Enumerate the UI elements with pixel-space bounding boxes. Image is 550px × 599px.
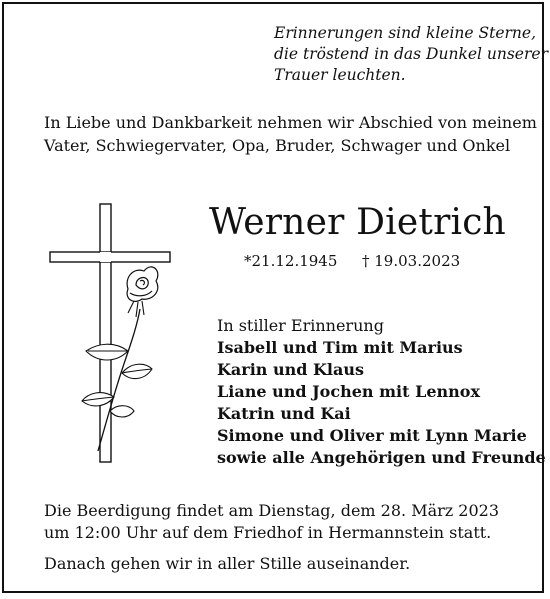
death-date: † 19.03.2023 [362,252,461,270]
mourners-lead: In stiller Erinnerung [217,316,384,335]
mourners-block [217,315,546,469]
intro-line: In Liebe und Dankbarkeit nehmen wir Abschied von meinem [44,113,537,132]
mourner-entry: Isabell und Tim mit Marius [217,338,463,357]
cross-with-rose-icon [48,201,188,466]
mourner-entry: Liane und Jochen mit Lennox [217,382,480,401]
obituary-card [2,2,548,593]
quote-line: Trauer leuchten. [274,66,406,84]
funeral-line: um 12:00 Uhr auf dem Friedhof in Hermannstein statt. [44,523,492,542]
quote-line: die tröstend in das Dunkel unserer [274,45,548,63]
farewell-intro [44,111,537,157]
closing-note: Danach gehen wir in aller Stille auseinander. [44,554,411,573]
mourner-entry: Simone und Oliver mit Lynn Marie [217,426,527,445]
mourners-list [217,337,546,469]
intro-line: Vater, Schwiegervater, Opa, Bruder, Schwager und Onkel [44,136,511,155]
birth-date: *21.12.1945 [244,252,338,270]
quote-line: Erinnerungen sind kleine Sterne, [274,24,537,42]
funeral-line: Die Beerdigung findet am Dienstag, dem 28. März 2023 [44,501,499,520]
memorial-quote [274,23,548,86]
mourner-entry: sowie alle Angehörigen und Freunde [217,448,546,467]
funeral-info [44,500,499,575]
deceased-name: Werner Dietrich [209,202,506,243]
mourner-entry: Katrin und Kai [217,404,351,423]
mourner-entry: Karin und Klaus [217,360,364,379]
